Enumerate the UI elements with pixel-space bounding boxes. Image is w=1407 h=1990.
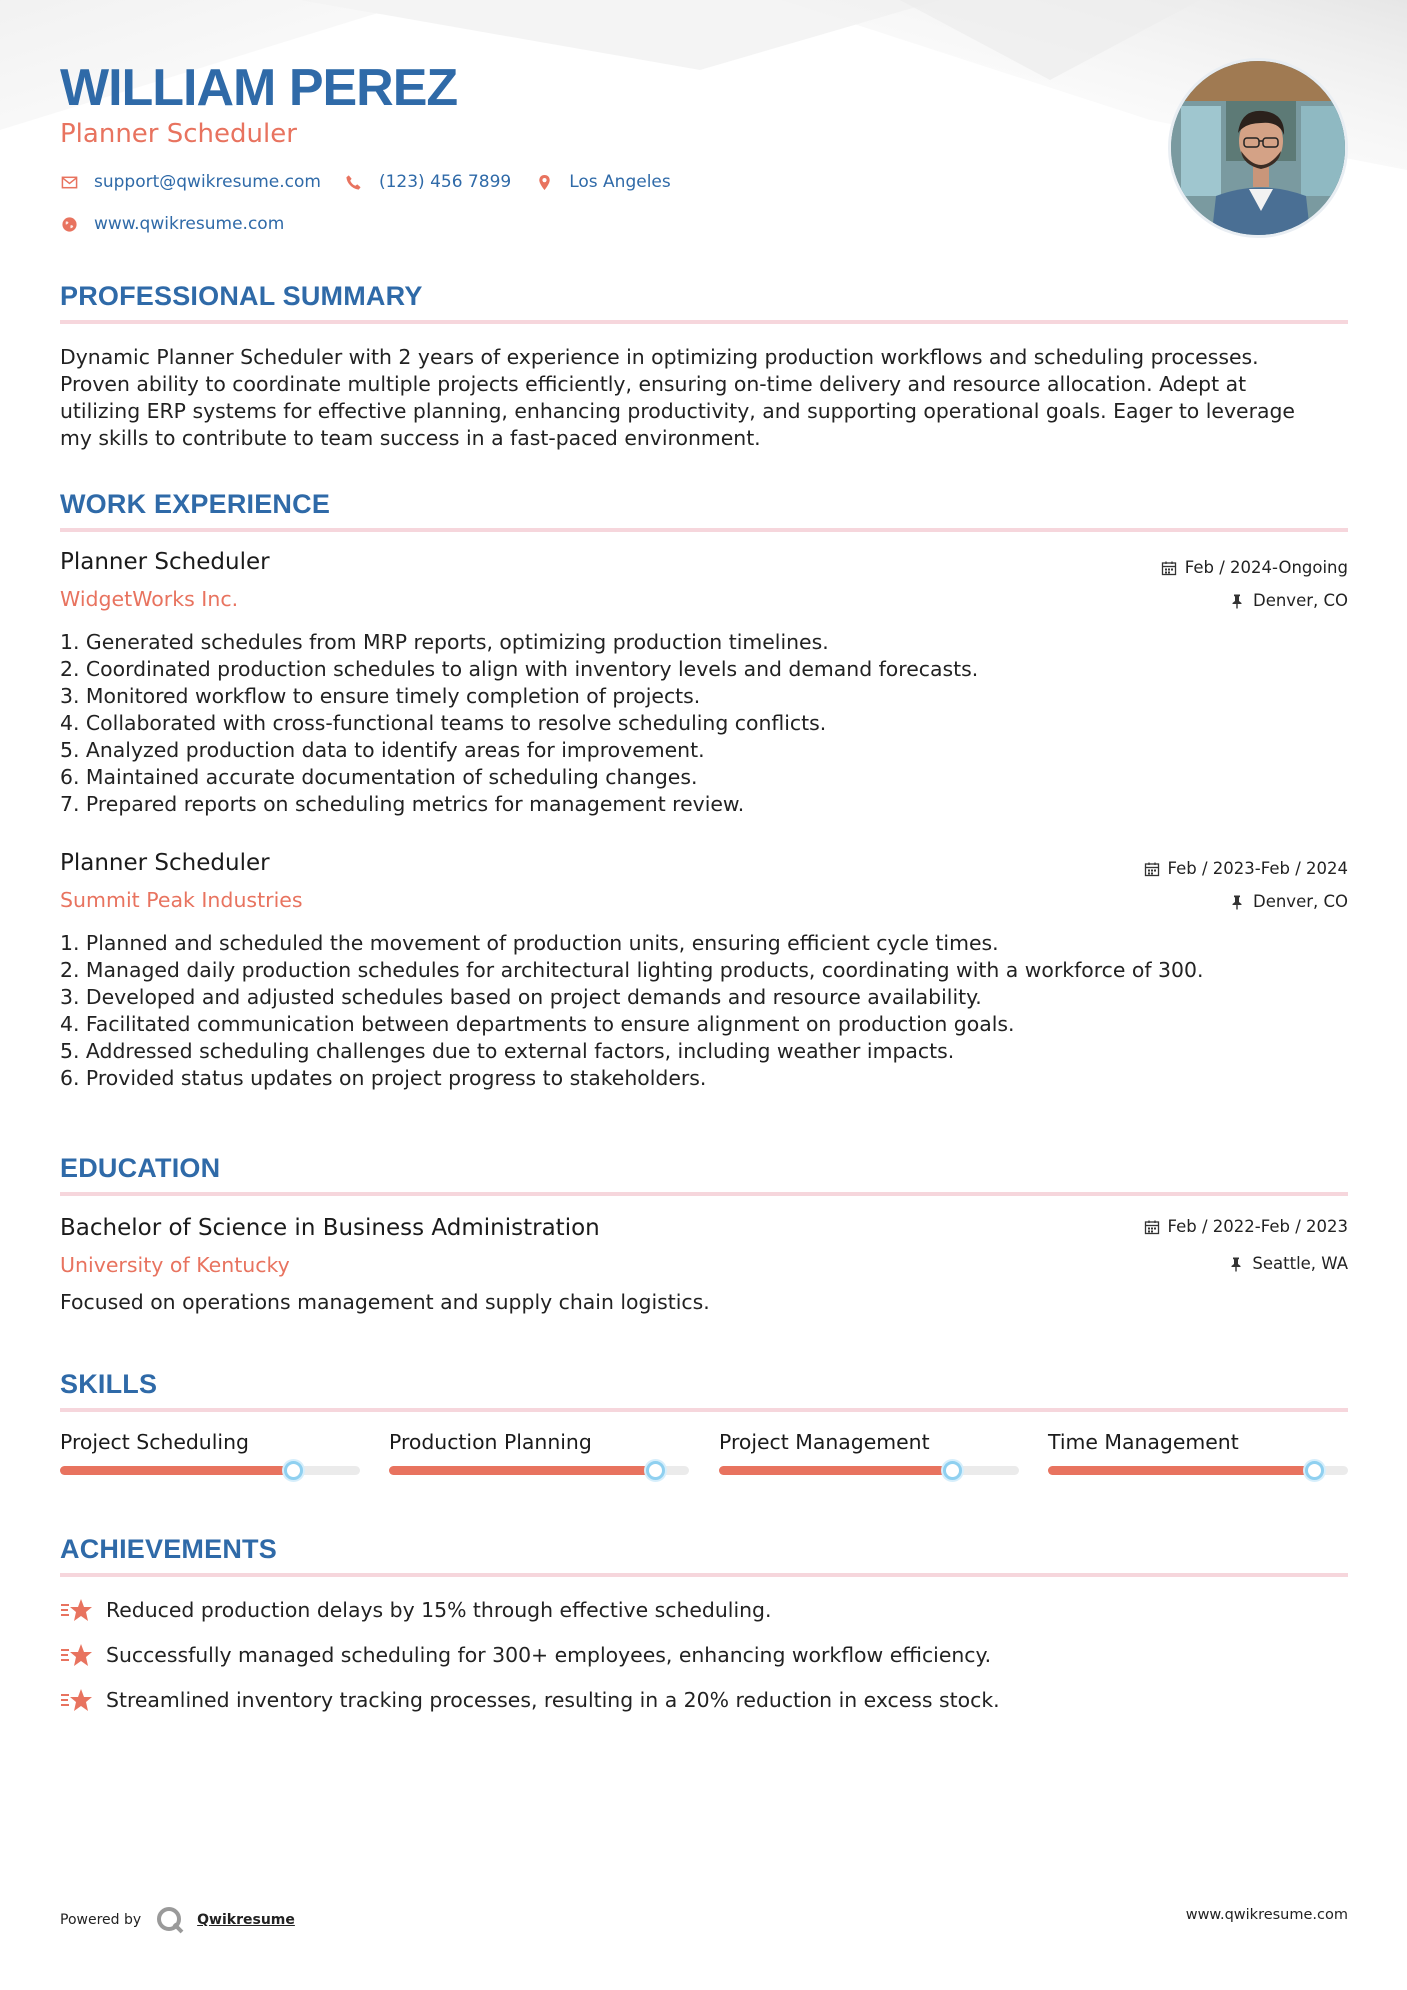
- education-description: Focused on operations management and supply chain logistics.: [60, 1290, 710, 1314]
- achievement-text: Streamlined inventory tracking processes, resulting in a 20% reduction in excess stock.: [106, 1688, 1000, 1712]
- summary-divider: [60, 320, 1348, 324]
- brand-link[interactable]: Qwikresume: [197, 1912, 295, 1928]
- job-location: [1229, 591, 1348, 610]
- achievement-text: Successfully managed scheduling for 300+ employees, enhancing workflow efficiency.: [106, 1643, 992, 1667]
- skill-bar: [389, 1466, 689, 1475]
- star-icon: [60, 1687, 94, 1713]
- job-dates: [1144, 859, 1348, 878]
- list-item: 4. Collaborated with cross-functional teams to resolve scheduling conflicts.: [60, 711, 827, 735]
- experience-heading: WORK EXPERIENCE: [60, 489, 331, 519]
- envelope-icon: [60, 173, 78, 191]
- skill-bar-fill: [60, 1466, 294, 1475]
- achievement-item: [60, 1642, 991, 1668]
- calendar-icon: [1144, 1219, 1160, 1235]
- summary-line: utilizing ERP systems for effective planning, enhancing productivity, and supporting operational goals. Eager to leverage: [60, 399, 1295, 423]
- list-item: 1. Generated schedules from MRP reports, optimizing production timelines.: [60, 630, 829, 654]
- list-item: 6. Maintained accurate documentation of scheduling changes.: [60, 765, 698, 789]
- job-location-text: Denver, CO: [1252, 591, 1348, 610]
- profile-photo: [1168, 58, 1348, 238]
- location-text: Los Angeles: [569, 172, 671, 192]
- map-pin-icon: [535, 173, 553, 191]
- summary-line: Dynamic Planner Scheduler with 2 years of experience in optimizing production workflows and scheduling processes.: [60, 345, 1259, 369]
- education-heading: EDUCATION: [60, 1153, 221, 1183]
- achievements-heading: ACHIEVEMENTS: [60, 1534, 277, 1564]
- degree-title: Bachelor of Science in Business Administration: [60, 1215, 600, 1241]
- candidate-title: Planner Scheduler: [60, 119, 297, 149]
- list-item: 6. Provided status updates on project progress to stakeholders.: [60, 1066, 707, 1090]
- skill-bar-knob: [646, 1461, 665, 1480]
- star-icon: [60, 1597, 94, 1623]
- pushpin-icon: [1229, 894, 1245, 910]
- summary-line: Proven ability to coordinate multiple projects efficiently, ensuring on-time delivery and resource allocation. Adept at: [60, 372, 1247, 396]
- list-item: 2. Managed daily production schedules for architectural lighting products, coordinating with a workforce of 300.: [60, 958, 1204, 982]
- qwikresume-logo-icon: [155, 1905, 185, 1935]
- summary-heading: PROFESSIONAL SUMMARY: [60, 281, 423, 311]
- skill-bar: [1048, 1466, 1348, 1475]
- education-dates: [1144, 1217, 1348, 1236]
- pushpin-icon: [1228, 1256, 1244, 1272]
- job-bullets: [60, 629, 1350, 818]
- list-item: 3. Developed and adjusted schedules based on project demands and resource availability.: [60, 985, 982, 1009]
- list-item: 4. Facilitated communication between departments to ensure alignment on production goals.: [60, 1012, 1015, 1036]
- skill-bar-knob: [943, 1461, 962, 1480]
- footer: [60, 1895, 1348, 1935]
- website-row: [60, 214, 308, 234]
- education-location-text: Seattle, WA: [1252, 1254, 1348, 1273]
- email-item[interactable]: [60, 172, 321, 192]
- education-dates-text: Feb / 2022-Feb / 2023: [1167, 1217, 1348, 1236]
- skills-heading: SKILLS: [60, 1369, 158, 1399]
- powered-by-label: Powered by: [60, 1912, 142, 1928]
- job-title: Planner Scheduler: [60, 549, 270, 575]
- job-bullets: [60, 930, 1350, 1092]
- skill-bar-knob: [284, 1461, 303, 1480]
- email-text[interactable]: support@qwikresume.com: [94, 172, 321, 192]
- skill-label: Production Planning: [389, 1430, 592, 1454]
- website-item[interactable]: [60, 214, 284, 234]
- skill-bar: [719, 1466, 1019, 1475]
- skill-bar-knob: [1305, 1461, 1324, 1480]
- footer-url[interactable]: www.qwikresume.com: [1185, 1907, 1348, 1923]
- education-divider: [60, 1192, 1348, 1196]
- education-location: [1228, 1254, 1348, 1273]
- summary-text: [60, 344, 1350, 452]
- star-icon: [60, 1642, 94, 1668]
- list-item: 3. Monitored workflow to ensure timely completion of projects.: [60, 684, 701, 708]
- job-dates-text: Feb / 2024-Ongoing: [1184, 558, 1348, 577]
- company-name: WidgetWorks Inc.: [60, 587, 239, 611]
- location-item: [535, 172, 671, 192]
- list-item: 5. Addressed scheduling challenges due to external factors, including weather impacts.: [60, 1039, 955, 1063]
- phone-item[interactable]: [345, 172, 511, 192]
- skill-bar: [60, 1466, 360, 1475]
- skill-bar-fill: [389, 1466, 656, 1475]
- list-item: 2. Coordinated production schedules to align with inventory levels and demand forecasts.: [60, 657, 979, 681]
- contact-row: [60, 172, 695, 192]
- powered-by: [60, 1905, 295, 1935]
- experience-divider: [60, 528, 1348, 532]
- skill-bar-fill: [1048, 1466, 1315, 1475]
- skill-label: Time Management: [1048, 1430, 1239, 1454]
- skill-label: Project Scheduling: [60, 1430, 249, 1454]
- achievements-divider: [60, 1573, 1348, 1577]
- achievement-item: [60, 1687, 1000, 1713]
- job-title: Planner Scheduler: [60, 850, 270, 876]
- calendar-icon: [1144, 861, 1160, 877]
- job-location: [1229, 892, 1348, 911]
- globe-icon: [60, 215, 78, 233]
- school-name: University of Kentucky: [60, 1253, 290, 1277]
- job-dates-text: Feb / 2023-Feb / 2024: [1167, 859, 1348, 878]
- company-name: Summit Peak Industries: [60, 888, 303, 912]
- skill-bar-fill: [719, 1466, 953, 1475]
- achievement-item: [60, 1597, 771, 1623]
- pushpin-icon: [1229, 593, 1245, 609]
- list-item: 7. Prepared reports on scheduling metrics for management review.: [60, 792, 745, 816]
- list-item: 5. Analyzed production data to identify areas for improvement.: [60, 738, 705, 762]
- summary-line: my skills to contribute to team success in a fast-paced environment.: [60, 426, 761, 450]
- phone-icon: [345, 173, 363, 191]
- candidate-name: WILLIAM PEREZ: [60, 59, 458, 117]
- job-location-text: Denver, CO: [1252, 892, 1348, 911]
- list-item: 1. Planned and scheduled the movement of production units, ensuring efficient cycle times.: [60, 931, 999, 955]
- calendar-icon: [1161, 560, 1177, 576]
- skill-label: Project Management: [719, 1430, 930, 1454]
- phone-text[interactable]: (123) 456 7899: [378, 172, 512, 192]
- job-dates: [1161, 558, 1348, 577]
- achievement-text: Reduced production delays by 15% through effective scheduling.: [106, 1598, 772, 1622]
- website-text[interactable]: www.qwikresume.com: [94, 214, 285, 234]
- skills-divider: [60, 1408, 1348, 1412]
